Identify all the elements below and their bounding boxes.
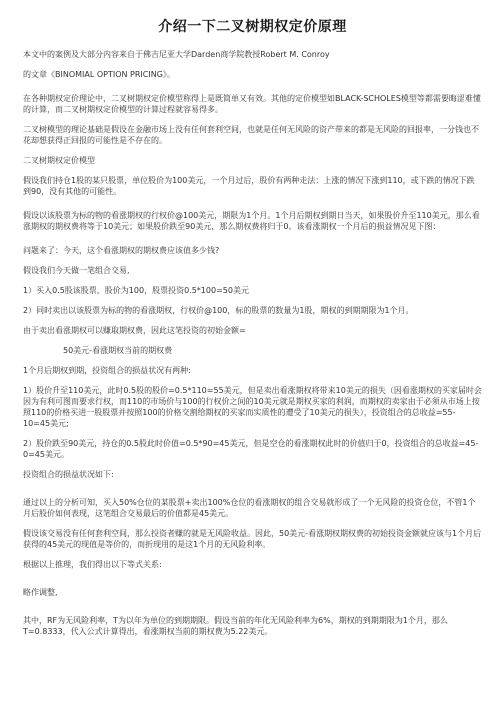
paragraph-initial-amount: 由于卖出看涨期权可以赚取期权费，因此这笔投资的初始金额= [23,326,246,335]
paragraph-assumption: 假设我们持仓1股的某只股票，单位股价为100美元，一个月过后，股价有两种走法：上涨的情况下涨到110，或下跌的情况下跌到90，没有其他的可能性。 [23,176,475,196]
paragraph-case-down: 2）股价跌至90美元，持仓的0.5股此时价值=0.5*90=45美元，但是空仓的看涨期权此时的价值归于0，投资组合的总收益=45-0=45美元。 [23,439,479,459]
paragraph-step-2: 2）同时卖出以该股票为标的物的看涨期权，行权价@100，标的股票的数量为1股，期权的到期期限为1个月。 [23,306,414,315]
paragraph-question: 问题来了：今天，这个看涨期权的期权费应该值多少钱? [23,246,220,255]
section-heading: 二叉树期权定价模型 [23,156,95,165]
paragraph-case-up: 1）股价升至110美元，此时0.5股的股价=0.5*110=55美元，但是卖出看涨期权将带来10美元的损失（因看涨期权的买家届时会因为有利可图而要求行权，而110的市场价与100的行权价之间的10美元就是期权买家的利润，而期权的卖家由于必须从市场上按照110的价格买进一股股票并按照100的价格交割给期权的买家而实质性的遭受了10美元的损失），投资组合的总收益=55-10=45美元; [23,386,482,428]
paragraph-portfolio: 假设我们今天做一笔组合交易, [23,266,130,275]
paragraph-conclusion: 其中，RF为无风险利率，T为以年为单位的到期期限。假设当前的年化无风险利率为6%，期权的到期期限为1个月，那么T=0.8333，代入公式计算得出，看涨期权当前的期权费为5.22美元。 [23,616,448,636]
paragraph-step-1: 1）买入0.5股该股票，股价为100，股票投资0.5*100=50美元 [23,286,249,295]
paragraph-expiry: 1个月后期权到期，投资组合的损益状况有两种: [23,366,191,375]
page-title: 介绍一下二叉树期权定价原理 [158,19,347,35]
paragraph-payoff: 投资组合的损益状况如下: [23,470,114,479]
paragraph-adjust: 略作调整, [23,588,58,597]
paragraph-option: 假设以该股票为标的物的看涨期权的行权价@100美元，期限为1个月。1个月后期权到期日当天，如果股价升至110美元，那么看涨期权的期权费将等于10美元；如果股价跌至90美元，那么期权费将归于0。该看涨期权一个月后的损益情况见下图： [23,211,480,231]
paragraph-source-article: 的文章《BINOMIAL OPTION PRICING》。 [23,70,175,79]
paragraph-source: 本文中的案例及大部分内容来自于佛吉尼亚大学Darden商学院教授Robert M. Conroy [23,50,330,59]
paragraph-equation: 根据以上推理，我们得出以下等式关系: [23,560,162,569]
paragraph-intro: 在各种期权定价理论中，二叉树期权定价模型称得上是既简单又有效。其他的定价模型如BLACK-SCHOLES模型等都需要晦涩难懂的计算，而二叉树期权定价模型的计算过程就容易得多。 [23,94,481,114]
paragraph-no-arbitrage: 假设该交易没有任何套利空间，那么投资者赚的就是无风险收益。因此，50美元-看涨期权期权费的初始投资金额就应该与1个月后获得的45美元的现值是等价的，而折现用的是这1个月的无风险利率。 [23,529,482,549]
paragraph-formula: 50美元-看涨期权当前的期权费 [63,346,173,355]
paragraph-theory: 二叉树模型的理论基础是假设在金融市场上没有任何套利空间，也就是任何无风险的资产带来的都是无风险的回报率，一分钱也不花却想获得正回报的可能性是不存在的。 [23,125,479,145]
paragraph-analysis: 通过以上的分析可知，买入50%仓位的某股票+卖出100%仓位的看涨期权的组合交易就形成了一个无风险的投资仓位，不管1个月后股价如何表现，这笔组合交易最后的价值都是45美元。 [23,498,476,518]
